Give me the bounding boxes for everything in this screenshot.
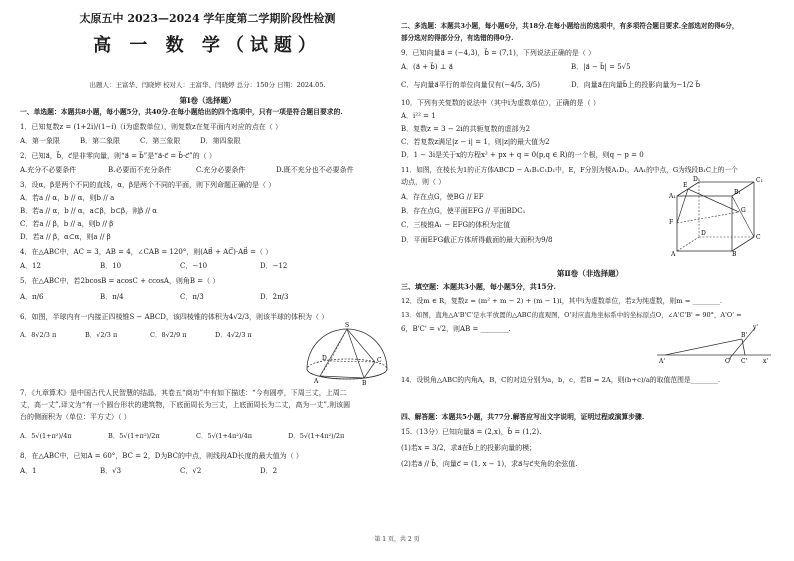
- fig11-label-a: A: [671, 251, 676, 258]
- section2-title: 第Ⅱ卷（非选择题）: [556, 269, 624, 278]
- q1-option-a: A．第一象限: [20, 137, 61, 145]
- q8-option-d: D．2: [260, 467, 278, 475]
- q4-options: [20, 262, 340, 271]
- q10-option-b: B．复数z = 3 − 2i的共轭复数的虚部为2: [401, 125, 531, 133]
- page-footer: 第 1 页，共 2 页: [374, 536, 420, 543]
- fig6-label-b: B: [362, 380, 367, 387]
- q8-option-b: B．√3: [100, 467, 122, 475]
- fig13-label-x: x': [763, 358, 769, 365]
- instr-fill-blank: 三、填空题：本题共3小题，每小题5分，共15分.: [401, 282, 556, 291]
- q7-line3: 台的侧面积为（单位：平方丈）（ ）: [20, 413, 131, 421]
- q3-stem: 3．设α，β是两个不同的直线，α，β是两个不同的平面，则下列命题正确的是（ ）: [20, 181, 276, 189]
- hemisphere-figure: [302, 322, 392, 387]
- q6-options: [20, 331, 280, 340]
- q13-line1: 13．如图，直角△A'B'C'是水平放置的△ABC的直观图，O'对应直角坐标系中的坐标原点O，∠A'C'B' = 90°，A'O' =: [401, 311, 742, 319]
- fig11-label-c1: C₁: [756, 177, 763, 184]
- q3-option-c: C．若a // β，b // a，则b // β: [20, 220, 114, 228]
- q1-option-d: D．第四象限: [200, 137, 241, 145]
- q11-line1: 11．如图，在棱长为1的正方体ABCD − A₁B₁C₁D₁中，E，F分别为棱A₁D₁，AA₁的中点，G为线段B₁C上的一个: [401, 166, 738, 174]
- q11-line2: 动点，则（ ）: [401, 178, 446, 186]
- instr-multi-line1: 二、多选题：本题共3小题，每小题6分，共18分.在每小题给出的选项中，有多项符合题目要求.全部选对的得6分，: [401, 22, 739, 30]
- fig11-label-b1: B₁: [734, 189, 741, 196]
- q1-stem: 1．已知复数z = (1+2i)/(1−i)（i为虚数单位），则复数z在复平面内对应的点在（ ）: [20, 123, 282, 131]
- fig6-label-d: D: [322, 355, 327, 362]
- q5-option-b: B．π/4: [100, 293, 124, 301]
- fig6-label-s: S: [345, 322, 350, 329]
- oblique-axes-figure: [657, 326, 772, 366]
- q5-options: [20, 293, 340, 302]
- exam-title: 太原五中 2023—2024 学年度第二学期阶段性检测: [79, 12, 336, 25]
- q9-option-b: B．|a⃗ − b⃗| = 5√5: [571, 63, 631, 71]
- q9-option-a: A．(a⃗ + b⃗) ⊥ a⃗: [401, 63, 453, 71]
- q10-option-c: C．若复数z满足|z − i| = 1，则|z|的最大值为2: [401, 138, 550, 146]
- q7-options: [20, 432, 380, 441]
- q2-option-c: C.充分必要条件: [196, 166, 246, 174]
- q11-option-d: D．平面EFG截正方体所得截面的最大面积为9/8: [401, 236, 553, 244]
- instr-single-choice: 一、单选题：本题共8小题，每小题5分，共40分.在每小题给出的四个选项中，只有一项是符合题目要求的.: [20, 108, 343, 116]
- q2-stem: 2．已知a⃗，b⃗，c⃗是非零向量，则“a⃗ = b⃗”是“a⃗·c⃗ = b⃗·c⃗”的（ ）: [20, 152, 216, 160]
- q15-part1: (1)若x = 3/2，求a⃗在b⃗上的投影向量的模；: [401, 444, 537, 452]
- cube-figure: [669, 178, 774, 256]
- fig6-label-a: A: [314, 378, 319, 385]
- q3-option-a: A．若a // α，b // α，则b // a: [20, 194, 115, 202]
- q4-option-b: B．10: [100, 262, 122, 270]
- q2-option-b: B.必要而不充分条件: [108, 166, 172, 174]
- q7-option-c: C．5√(1+4π²)/4π: [196, 432, 253, 440]
- q10-option-a: A．i²² = 1: [401, 112, 436, 120]
- q15-stem: 15.（13分）已知向量a⃗ = (2,x)，b⃗ = (1,2).: [401, 428, 542, 436]
- q7-line1: 7．《九章算术》是中国古代人民智慧的结晶，其卷五“商功”中有如下描述：“今有圆亭，下周三丈，上周二: [20, 389, 347, 397]
- q5-option-a: A．π/6: [20, 293, 44, 301]
- instr-solve: 四、解答题：本题共5小题，共77分.解答应写出文字说明，证明过程或演算步骤.: [401, 413, 645, 421]
- q5-option-d: D．2π/3: [260, 293, 289, 301]
- q3-option-d: D．若a // β，α⊂α，则a // β: [20, 233, 111, 241]
- fig11-label-b: B: [732, 251, 737, 258]
- q8-option-a: A．1: [20, 467, 37, 475]
- q8-options: [20, 467, 340, 476]
- q10-stem: 10．下列有关复数的说法中（其中i为虚数单位），正确的是（ ）: [401, 99, 600, 107]
- q7-line2: 丈，高一丈”,译文为“有一个圆台形状的建筑物，下底面周长为三丈，上底面周长为二丈，高为一丈”,则该圆: [20, 401, 351, 409]
- fig11-label-d1: D₁: [693, 176, 701, 183]
- fig11-label-d: D: [701, 230, 706, 237]
- q9-option-c: C．与向量a⃗平行的单位向量仅有(−4/5, 3/5): [401, 81, 540, 89]
- fig13-label-b: B': [741, 332, 748, 339]
- q11-option-b: B．存在点G，使平面EFG // 平面BDC₁: [401, 207, 526, 215]
- q4-stem: 4．在△ABC中，AC = 3，AB = 4，∠CAB = 120°，则(AB⃗ + AC⃗)·AB⃗ =（ ）: [20, 248, 273, 256]
- q9-stem: 9．已知向量a⃗ = (−4,3)，b⃗ = (7,1)，下列说法正确的是（ ）: [401, 49, 596, 57]
- q13-line2: 6，B'C' = √2，则AB = ________.: [401, 325, 511, 333]
- fig6-label-c: C: [377, 357, 382, 364]
- q11-option-a: A．存在点G，使BG // EF: [401, 193, 484, 201]
- q8-stem: 8．在△ABC中，已知A = 60°，BC = 2，D为BC的中点，则线段AD长度的最大值为（ ）: [20, 452, 303, 460]
- q2-options: [20, 166, 366, 175]
- fig11-label-c: C: [756, 234, 761, 241]
- q2-option-d: D.既不充分也不必要条件: [276, 166, 354, 174]
- q5-option-c: C．π/3: [180, 293, 204, 301]
- q6-option-c: C．8√2/9 π: [150, 331, 187, 339]
- fig13-label-y: y': [753, 324, 759, 331]
- q6-option-d: D．4√2/3 π: [215, 331, 252, 339]
- q6-option-a: A．8√2/3 π: [20, 331, 57, 339]
- fig11-label-g: G: [741, 207, 746, 214]
- q10-option-d: D．1 − 3i是关于x的方程x² + px + q = 0(p,q ∈ R)的一个根，则q − p = 0: [401, 151, 644, 159]
- q1-option-c: C．第三象限: [140, 137, 181, 145]
- q2-option-a: A.充分不必要条件: [20, 166, 77, 174]
- q6-stem: 6．如图，半球内有一内接正四棱锥S − ABCD，该四棱锥的体积为4√2/3，则该半球的体积为（ ）: [20, 313, 329, 321]
- q9-option-d: D．向量a⃗在向量b⃗上的投影向量为−1/2 b⃗: [571, 81, 701, 89]
- q3-option-b: B．若a // α，b // α，a⊂β，b⊂β，则β // α: [20, 207, 158, 215]
- fig11-label-a1: A₁: [669, 193, 676, 200]
- q4-option-d: D．−12: [260, 262, 288, 270]
- q14-stem: 14．设锐角△ABC的内角A，B，C的对边分别为a，b，c，若B = 2A，则(b+c)/a的取值范围是________.: [401, 376, 721, 384]
- exam-meta: 出题人：王富华、闫晓婷 校对人：王富华、闫晓婷 总分：150分 日期：2024.05.: [89, 81, 326, 89]
- q7-option-b: B．5√(1+π²)/2π: [108, 432, 160, 440]
- q1-options: [20, 137, 260, 146]
- q4-option-a: A．12: [20, 262, 41, 270]
- q6-option-b: B．√2/3 π: [85, 331, 118, 339]
- fig13-label-o: O': [725, 358, 732, 365]
- q11-option-c: C．三棱锥A₁ − EFG的体积为定值: [401, 221, 511, 229]
- q4-option-c: C．−10: [180, 262, 208, 270]
- q7-option-a: A．5√(1+π²)/4π: [20, 432, 72, 440]
- section1-title: 第Ⅰ卷（选择题）: [179, 96, 236, 105]
- fig13-label-c: C': [741, 358, 748, 365]
- q15-part2: (2)若a⃗ // b⃗，向量c⃗ = (1, x − 1)，求a⃗与c⃗夹角的余弦值.: [401, 460, 578, 468]
- subject-title: 高 一 数 学（试题）: [93, 35, 322, 56]
- fig11-label-e: E: [683, 182, 688, 189]
- fig11-label-f: F: [669, 219, 674, 226]
- q5-stem: 5．在△ABC中，若2bcosB = acosC + ccosA，则角B =（ ）: [20, 277, 220, 285]
- q7-option-d: D．5√(1+4π²)/2π: [288, 432, 345, 440]
- q12-stem: 12．设m ∈ R，复数z = (m² + m − 2) + (m − 1)i，其中i为虚数单位，若z为纯虚数，则m = ________.: [401, 297, 723, 305]
- instr-multi-line2: 部分选对的得部分分，有选错的得0分.: [401, 34, 514, 42]
- q1-option-b: B．第二象限: [80, 137, 121, 145]
- fig13-label-a: A': [659, 358, 665, 365]
- q8-option-c: C．√2: [180, 467, 202, 475]
